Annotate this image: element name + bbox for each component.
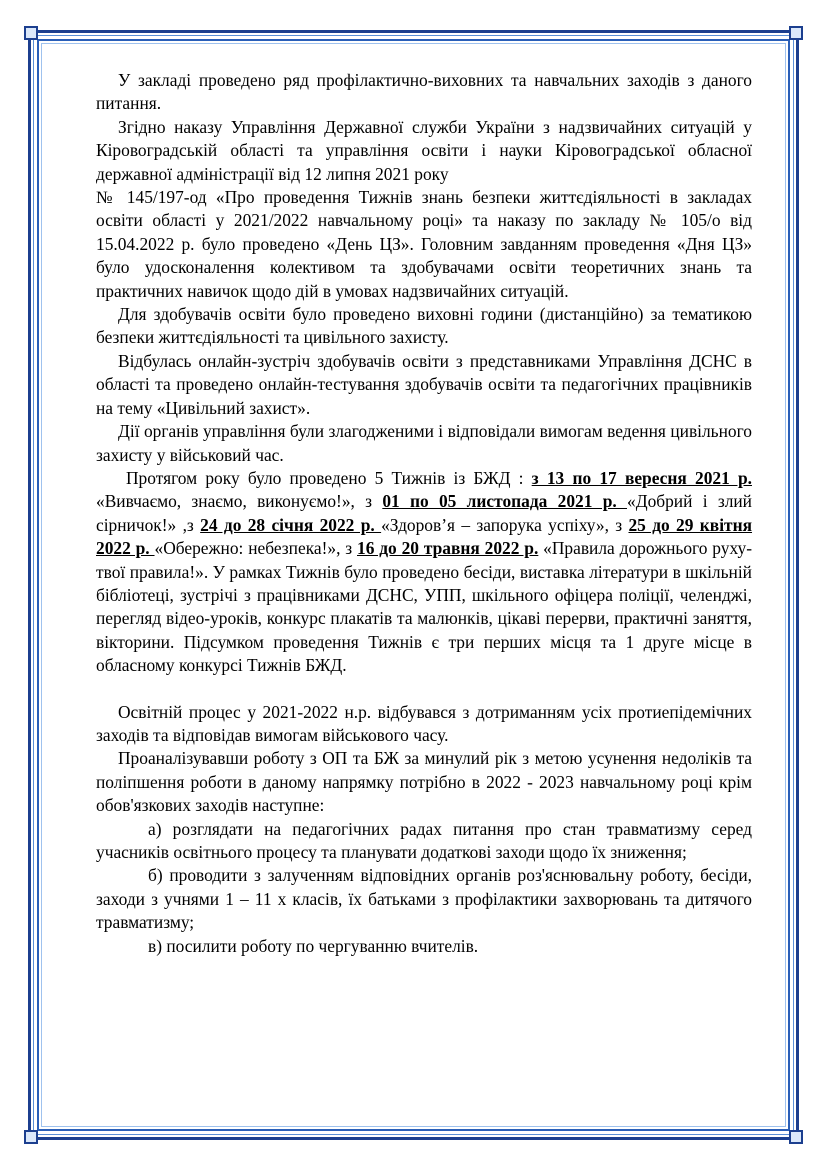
list-item-a: а) розглядати на педагогічних радах питання про стан травматизму серед учасників освітнього процесу та планувати додаткові заходи щодо їх зниження; (96, 818, 752, 862)
paragraph-spacer (96, 678, 752, 701)
paragraph-order-details: № 145/197-од «Про проведення Тижнів знань безпеки життєдіяльності в закладах освіти області у 2021/2022 навчальному році» та наказу по закладу № 105/о від 15.04.2022 р. було проведено «День ЦЗ». Головним завданням проведення «Дня ЦЗ» було удосконалення колективом та здобувачами освіти теоретичних знань та практичних навичок щодо дій в умовах надзвичайних ситуацій. (96, 187, 752, 301)
date-range-highlight: з 13 по 17 вересня 2021 р. (531, 467, 752, 488)
list-item-c: в) посилити роботу по чергуванню вчителів. (148, 935, 479, 956)
border-corner-ornament (789, 1130, 803, 1144)
text-run: «Обережно: небезпека!», з (154, 538, 358, 559)
border-corner-ornament (24, 26, 38, 40)
paragraph-lessons: Для здобувачів освіти було проведено виховні години (дистанційно) за тематикою безпеки життєдіяльності та цивільного захисту. (96, 304, 752, 348)
text-run: «Здоров’я – запорука успіху», з (381, 514, 629, 535)
date-range-highlight: 25 до 29 квітня 2022 р. (96, 514, 753, 559)
paragraph-educational-process: Освітній процес у 2021-2022 н.р. відбувався з дотриманням усіх протиепідемічних заходів та відповідав вимогам військового часу. (96, 701, 752, 745)
text-run: «Правила дорожнього руху-твої правила!». У рамках Тижнів було проведено бесіди, виставка літератури в шкільній бібліотеці, зустрічі з працівниками ДСНС, УПП, шкільного офіцера поліції, челенджі, перегляд відео-уроків, конкурс плакатів та малюнків, цікаві перерви, практичні заняття, вікторини. Підсумком проведення Тижнів є три перших місця та 1 друге місце в обласному конкурсі Тижнів БЖД. (96, 538, 752, 676)
date-range-highlight: 16 до 20 травня 2022 р. (357, 538, 539, 559)
paragraph-intro: У закладі проведено ряд профілактично-виховних та навчальних заходів з даного питання. (96, 70, 752, 114)
text-run: «Добрий і злий сірничок!» ,з (96, 491, 752, 535)
text-run: «Вивчаємо, знаємо, виконуємо!», з (96, 491, 383, 512)
paragraph-online-meeting: Відбулась онлайн-зустріч здобувачів освіти з представниками Управління ДСНС в області та проведено онлайн-тестування здобувачів освіти та педагогічних працівників на тему «Цивільний захист». (96, 350, 752, 418)
document-body (96, 69, 752, 958)
paragraph-management: Дії органів управління були злагодженими і відповідали вимогам ведення цивільного захисту у військовий час. (96, 421, 752, 465)
border-corner-ornament (24, 1130, 38, 1144)
paragraph-analysis: Проаналізувавши роботу з ОП та БЖ за минулий рік з метою усунення недоліків та поліпшення роботи в даному напрямку потрібно в 2022 - 2023 навчальному році крім обов'язкових заходів наступне: (96, 748, 752, 816)
paragraph-order-reference: Згідно наказу Управління Державної служби України з надзвичайних ситуацій у Кіровоградській області та управління освіти і науки Кіровоградської обласної державної адміністрації від 12 липня 2021 року (96, 116, 752, 184)
paragraph-safety-weeks (96, 467, 752, 678)
text-run: Протягом року було проведено 5 Тижнів із БЖД : (126, 467, 532, 488)
list-item-b: б) проводити з залученням відповідних органів роз'яснювальну роботу, бесіди, заходи з учнями 1 – 11 х класів, їх батьками з профілактики захворювань та дитячого травматизму; (96, 865, 752, 933)
date-range-highlight: 24 до 28 січня 2022 р. (200, 514, 382, 535)
date-range-highlight: 01 по 05 листопада 2021 р. (382, 491, 628, 512)
border-corner-ornament (789, 26, 803, 40)
